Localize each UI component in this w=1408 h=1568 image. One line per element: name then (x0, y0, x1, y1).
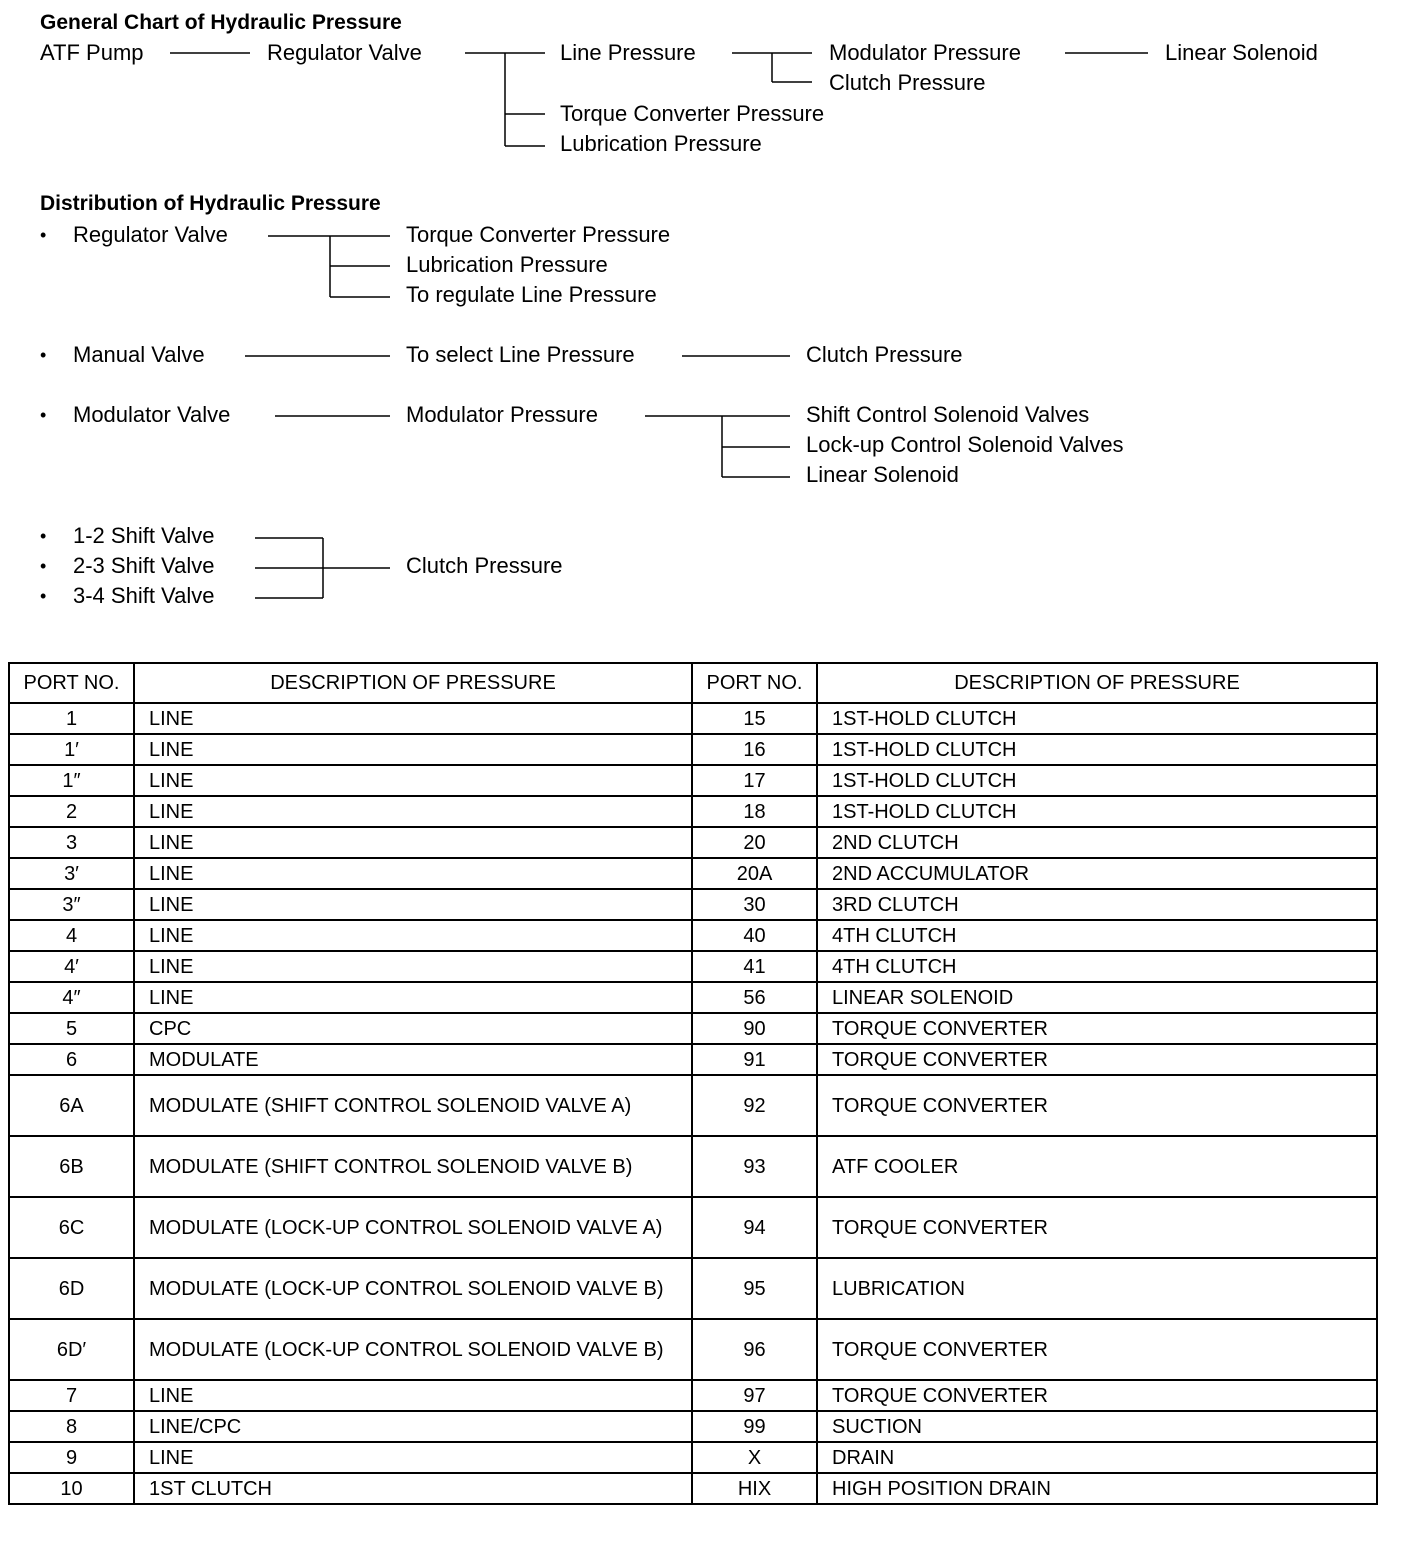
port-number-cell: 7 (9, 1380, 134, 1411)
description-cell: ATF COOLER (817, 1136, 1377, 1197)
description-cell: LINE (134, 951, 692, 982)
table-row (9, 703, 1377, 734)
description-cell: MODULATE (134, 1044, 692, 1075)
description-cell: 2ND ACCUMULATOR (817, 858, 1377, 889)
port-number-cell: 97 (692, 1380, 817, 1411)
port-number-cell: X (692, 1442, 817, 1473)
dist-modulator-valve: Modulator Valve (73, 402, 231, 427)
port-number-cell: 99 (692, 1411, 817, 1442)
port-number-cell: 4 (9, 920, 134, 951)
port-number-cell: 94 (692, 1197, 817, 1258)
description-cell: HIGH POSITION DRAIN (817, 1473, 1377, 1504)
description-cell: DRAIN (817, 1442, 1377, 1473)
port-number-cell: HIX (692, 1473, 817, 1504)
port-number-cell: 9 (9, 1442, 134, 1473)
table-row (9, 796, 1377, 827)
description-cell: 4TH CLUTCH (817, 951, 1377, 982)
port-number-cell: 3 (9, 827, 134, 858)
port-number-cell: 1′ (9, 734, 134, 765)
description-cell: LINEAR SOLENOID (817, 982, 1377, 1013)
dist-shift-valve: 2-3 Shift Valve (73, 553, 215, 578)
port-number-cell: 90 (692, 1013, 817, 1044)
header-description: DESCRIPTION OF PRESSURE (134, 663, 692, 703)
description-cell: MODULATE (LOCK-UP CONTROL SOLENOID VALVE B) (134, 1319, 692, 1380)
header-port-no: PORT NO. (692, 663, 817, 703)
description-cell: MODULATE (SHIFT CONTROL SOLENOID VALVE A) (134, 1075, 692, 1136)
description-cell: LINE (134, 827, 692, 858)
description-cell: 1ST-HOLD CLUTCH (817, 734, 1377, 765)
table-row (9, 765, 1377, 796)
port-number-cell: 3″ (9, 889, 134, 920)
table-row (9, 858, 1377, 889)
port-number-cell: 17 (692, 765, 817, 796)
dist-regulator-output: Torque Converter Pressure (406, 222, 671, 247)
description-cell: TORQUE CONVERTER (817, 1197, 1377, 1258)
lubrication-pressure-label: Lubrication Pressure (560, 131, 762, 156)
torque-converter-pressure-label: Torque Converter Pressure (560, 101, 825, 126)
bullet: • (40, 345, 47, 365)
port-number-cell: 20 (692, 827, 817, 858)
port-number-cell: 56 (692, 982, 817, 1013)
dist-regulator-valve: Regulator Valve (73, 222, 228, 247)
bullet: • (40, 526, 47, 546)
header-port-no: PORT NO. (9, 663, 134, 703)
port-number-cell: 5 (9, 1013, 134, 1044)
table-row (9, 734, 1377, 765)
port-number-cell: 6 (9, 1044, 134, 1075)
table-row (9, 982, 1377, 1013)
description-cell: 4TH CLUTCH (817, 920, 1377, 951)
description-cell: LINE (134, 920, 692, 951)
port-number-cell: 96 (692, 1319, 817, 1380)
description-cell: LINE (134, 982, 692, 1013)
description-cell: TORQUE CONVERTER (817, 1013, 1377, 1044)
port-number-cell: 40 (692, 920, 817, 951)
dist-modulator-output: Linear Solenoid (806, 462, 959, 487)
description-cell: TORQUE CONVERTER (817, 1380, 1377, 1411)
description-cell: 3RD CLUTCH (817, 889, 1377, 920)
description-cell: 1ST-HOLD CLUTCH (817, 703, 1377, 734)
description-cell: MODULATE (SHIFT CONTROL SOLENOID VALVE B) (134, 1136, 692, 1197)
linear-solenoid-label: Linear Solenoid (1165, 40, 1318, 65)
port-number-cell: 15 (692, 703, 817, 734)
port-number-cell: 91 (692, 1044, 817, 1075)
table-row (9, 951, 1377, 982)
port-number-cell: 8 (9, 1411, 134, 1442)
dist-manual-valve: Manual Valve (73, 342, 205, 367)
table-row (9, 1473, 1377, 1504)
clutch-pressure-label: Clutch Pressure (829, 70, 986, 95)
port-number-cell: 6D′ (9, 1319, 134, 1380)
port-number-cell: 4″ (9, 982, 134, 1013)
description-cell: CPC (134, 1013, 692, 1044)
description-cell: 1ST-HOLD CLUTCH (817, 796, 1377, 827)
description-cell: LUBRICATION (817, 1258, 1377, 1319)
table-row (9, 1411, 1377, 1442)
port-number-cell: 2 (9, 796, 134, 827)
table-row (9, 1258, 1377, 1319)
port-number-cell: 6A (9, 1075, 134, 1136)
table-row (9, 1319, 1377, 1380)
dist-regulator-output: Lubrication Pressure (406, 252, 608, 277)
port-number-cell: 92 (692, 1075, 817, 1136)
table-row (9, 1136, 1377, 1197)
description-cell: LINE (134, 796, 692, 827)
line-pressure-label: Line Pressure (560, 40, 696, 65)
modulator-pressure-label: Modulator Pressure (829, 40, 1021, 65)
port-table-body (9, 703, 1377, 1504)
dist-regulator-output: To regulate Line Pressure (406, 282, 657, 307)
description-cell: TORQUE CONVERTER (817, 1319, 1377, 1380)
port-number-cell: 41 (692, 951, 817, 982)
dist-shift-output: Clutch Pressure (406, 553, 563, 578)
port-number-cell: 16 (692, 734, 817, 765)
port-number-cell: 6C (9, 1197, 134, 1258)
description-cell: LINE (134, 765, 692, 796)
description-cell: 1ST-HOLD CLUTCH (817, 765, 1377, 796)
dist-manual-output: Clutch Pressure (806, 342, 963, 367)
table-row (9, 889, 1377, 920)
table-row (9, 1380, 1377, 1411)
table-row (9, 920, 1377, 951)
port-number-cell: 1″ (9, 765, 134, 796)
description-cell: LINE (134, 1442, 692, 1473)
port-number-cell: 6B (9, 1136, 134, 1197)
description-cell: MODULATE (LOCK-UP CONTROL SOLENOID VALVE B) (134, 1258, 692, 1319)
general-chart-heading: General Chart of Hydraulic Pressure (40, 11, 402, 34)
dist-shift-valve: 1-2 Shift Valve (73, 523, 215, 548)
port-number-cell: 10 (9, 1473, 134, 1504)
description-cell: LINE (134, 703, 692, 734)
description-cell: SUCTION (817, 1411, 1377, 1442)
port-number-cell: 30 (692, 889, 817, 920)
bullet: • (40, 225, 47, 245)
atf-pump-label: ATF Pump (40, 40, 144, 65)
description-cell: LINE/CPC (134, 1411, 692, 1442)
description-cell: 2ND CLUTCH (817, 827, 1377, 858)
header-description: DESCRIPTION OF PRESSURE (817, 663, 1377, 703)
description-cell: MODULATE (LOCK-UP CONTROL SOLENOID VALVE A) (134, 1197, 692, 1258)
description-cell: LINE (134, 734, 692, 765)
dist-modulator-output: Lock-up Control Solenoid Valves (806, 432, 1124, 457)
bullet: • (40, 556, 47, 576)
port-number-cell: 20A (692, 858, 817, 889)
port-number-cell: 6D (9, 1258, 134, 1319)
description-cell: LINE (134, 858, 692, 889)
bullet: • (40, 405, 47, 425)
port-number-cell: 18 (692, 796, 817, 827)
port-table (8, 662, 1378, 1505)
description-cell: LINE (134, 889, 692, 920)
port-number-cell: 4′ (9, 951, 134, 982)
port-number-cell: 93 (692, 1136, 817, 1197)
dist-manual-middle: To select Line Pressure (406, 342, 635, 367)
table-row (9, 827, 1377, 858)
table-header-row (9, 663, 1377, 703)
description-cell: TORQUE CONVERTER (817, 1044, 1377, 1075)
dist-modulator-middle: Modulator Pressure (406, 402, 598, 427)
description-cell: 1ST CLUTCH (134, 1473, 692, 1504)
dist-modulator-output: Shift Control Solenoid Valves (806, 402, 1090, 427)
table-row (9, 1197, 1377, 1258)
distribution-heading: Distribution of Hydraulic Pressure (40, 192, 381, 215)
regulator-valve-label: Regulator Valve (267, 40, 422, 65)
table-row (9, 1013, 1377, 1044)
dist-shift-valve: 3-4 Shift Valve (73, 583, 215, 608)
port-number-cell: 1 (9, 703, 134, 734)
description-cell: TORQUE CONVERTER (817, 1075, 1377, 1136)
description-cell: LINE (134, 1380, 692, 1411)
bullet: • (40, 586, 47, 606)
table-row (9, 1075, 1377, 1136)
port-number-cell: 3′ (9, 858, 134, 889)
table-row (9, 1442, 1377, 1473)
port-number-cell: 95 (692, 1258, 817, 1319)
table-row (9, 1044, 1377, 1075)
